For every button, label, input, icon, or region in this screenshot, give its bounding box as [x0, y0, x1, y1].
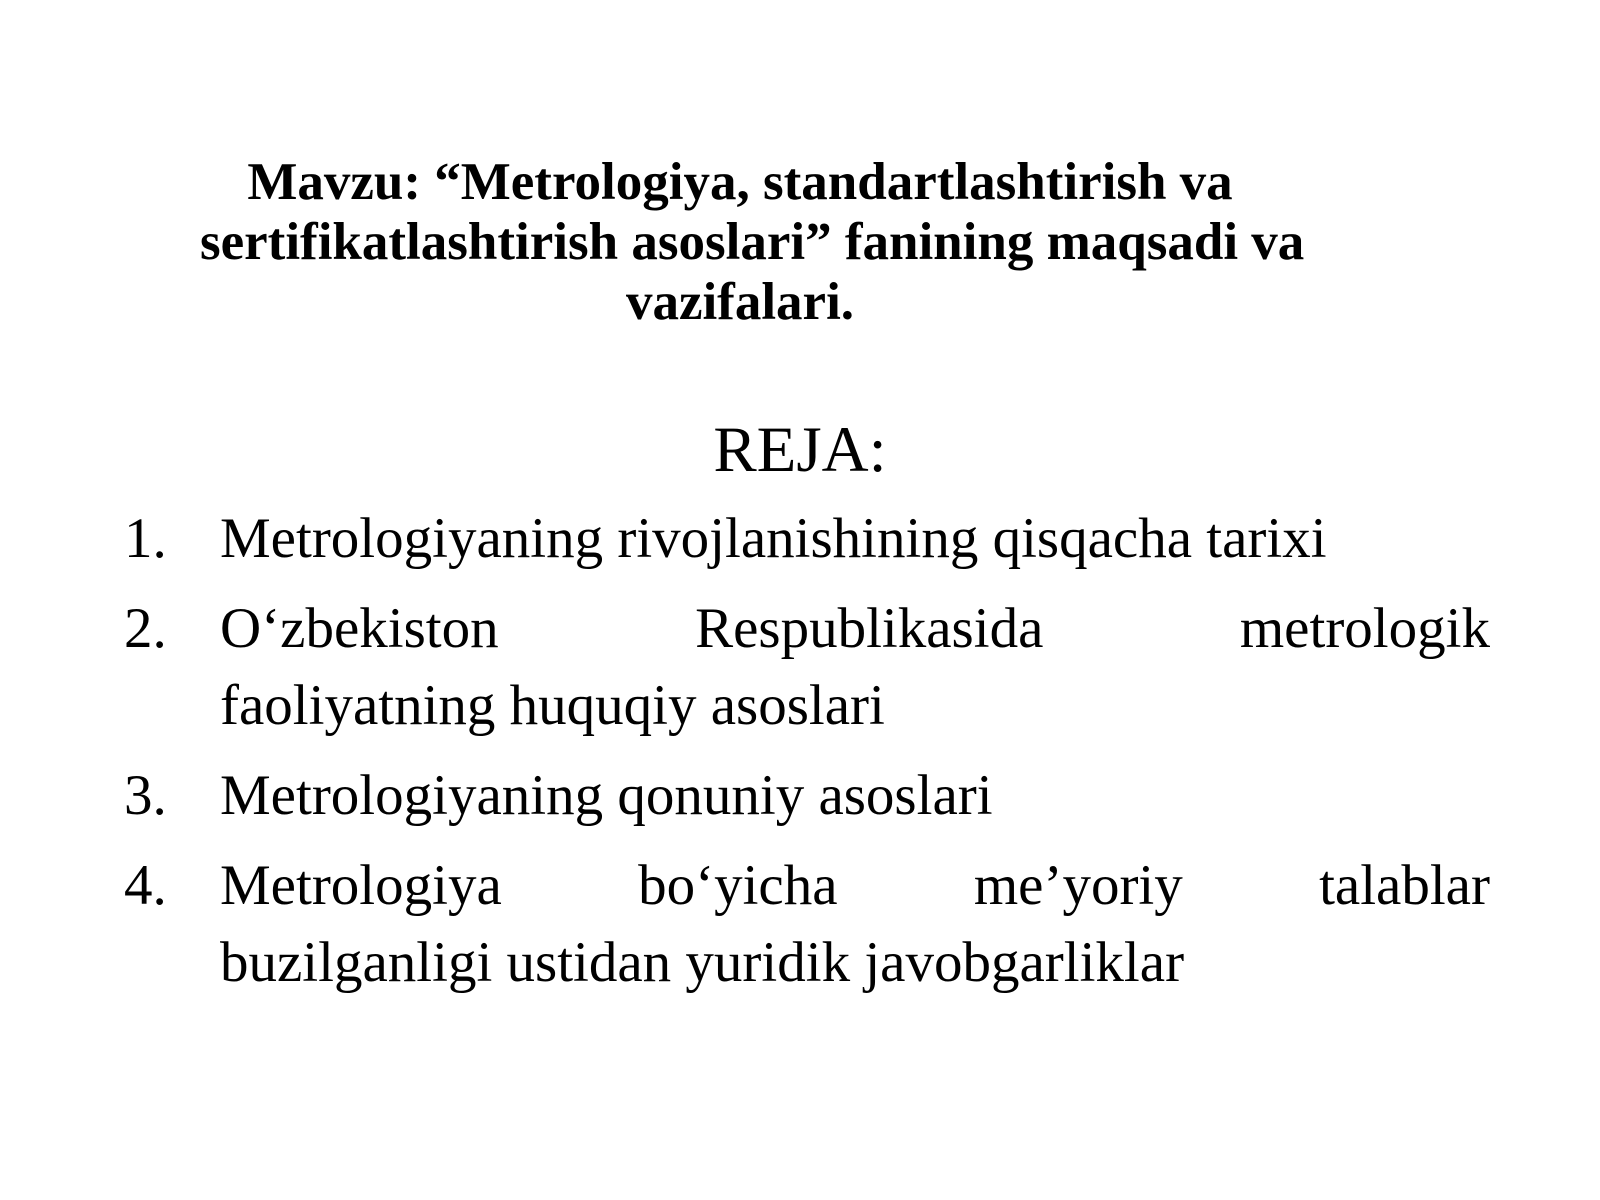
- plan-item-text-line-1: [220, 590, 1490, 667]
- plan-item-text: Metrologiyaning rivojlanishining qisqacha tarixi: [220, 507, 1327, 570]
- plan-item-4: [124, 847, 1490, 1001]
- plan-item-2: [124, 590, 1490, 744]
- plan-item-text: Metrologiyaning qonuniy asoslari: [220, 764, 993, 827]
- plan-list: [124, 500, 1490, 1014]
- plan-word: metrologik: [1239, 597, 1490, 660]
- plan-word: Respublikasida: [695, 597, 1044, 660]
- plan-word: talablar: [1319, 854, 1490, 917]
- plan-word: bo‘yicha: [638, 854, 838, 917]
- plan-item-number: 3.: [124, 764, 167, 827]
- plan-item-text-line-2: faoliyatning huquqiy asoslari: [220, 674, 885, 737]
- reja-heading: REJA:: [713, 414, 887, 486]
- plan-item-text-line-1: [220, 847, 1490, 924]
- plan-word: O‘zbekiston: [220, 597, 499, 660]
- slide-title: [200, 152, 1305, 332]
- plan-word: me’yoriy: [973, 854, 1183, 917]
- plan-item-text-line-2: buzilganligi ustidan yuridik javobgarliklar: [220, 931, 1185, 994]
- plan-item-3: [124, 757, 1490, 834]
- plan-item-number: 2.: [124, 597, 167, 660]
- plan-word: Metrologiya: [220, 854, 502, 917]
- title-line-3: vazifalari.: [625, 273, 855, 331]
- plan-item-number: 4.: [124, 854, 167, 917]
- title-line-2: sertifikatlashtirish asoslari” fanining maqsadi va: [200, 213, 1305, 271]
- plan-item-number: 1.: [124, 507, 167, 570]
- title-line-1: Mavzu: “Metrologiya, standartlashtirish va: [247, 153, 1233, 211]
- plan-item-1: [124, 500, 1490, 577]
